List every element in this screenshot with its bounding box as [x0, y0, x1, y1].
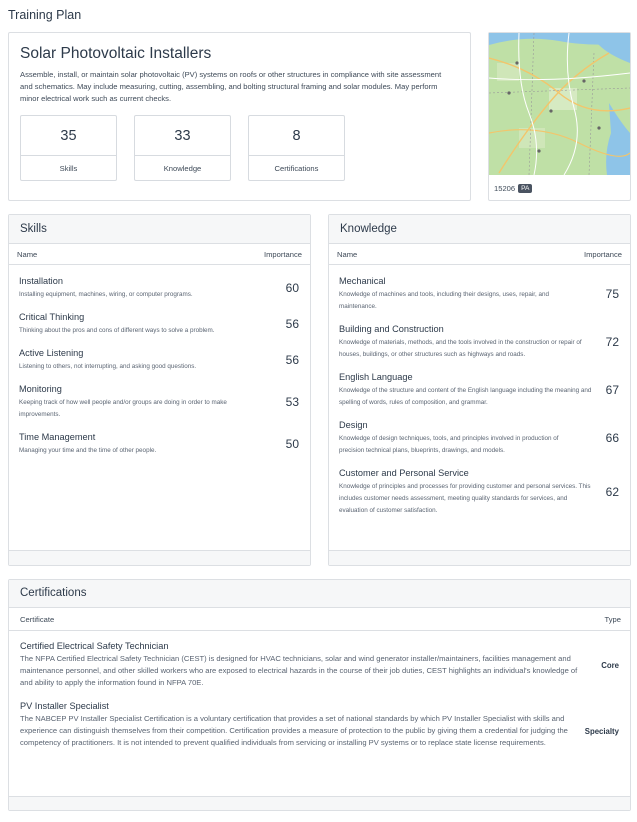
knowledge-column-header	[329, 244, 630, 265]
knowledge-name: English Language	[339, 372, 413, 382]
column-name[interactable]: Name	[17, 250, 38, 259]
skill-importance: 60	[285, 281, 299, 295]
skill-description: Keeping track of how well people and/or groups are doing in order to make improvements.	[19, 399, 227, 418]
stat-certifications[interactable]	[248, 115, 345, 181]
stat-label: Certifications	[274, 164, 319, 173]
skill-description: Thinking about the pros and cons of different ways to solve a problem.	[19, 327, 215, 334]
skill-name: Active Listening	[19, 348, 84, 358]
column-name[interactable]: Name	[337, 250, 358, 259]
knowledge-name: Design	[339, 420, 368, 430]
knowledge-description: Knowledge of machines and tools, including their designs, uses, repair, and maintenance.	[339, 291, 550, 310]
knowledge-title: Knowledge	[340, 223, 397, 235]
certifications-title: Certifications	[20, 587, 87, 599]
skill-name: Monitoring	[19, 384, 62, 394]
skill-importance: 50	[285, 437, 299, 451]
certifications-list	[9, 631, 630, 798]
skill-description: Managing your time and the time of other people.	[19, 447, 157, 454]
skills-card	[8, 214, 311, 566]
knowledge-importance: 72	[605, 335, 619, 349]
knowledge-name: Mechanical	[339, 276, 386, 286]
stat-value: 33	[174, 128, 191, 144]
certification-description: The NFPA Certified Electrical Safety Technician (CEST) is designed for HVAC technicians, solar and wind generator installer/maintainers, facilities management and maintenance personnel, and other skilled workers who are exposed to electrical hazards in the course of their job duties, CEST highlights an individual's knowledge of and ability to apply the information found in NFPA 70E.	[20, 654, 578, 687]
column-type[interactable]: Type	[604, 615, 621, 624]
stat-skills[interactable]	[20, 115, 117, 181]
skills-column-header	[9, 244, 310, 265]
knowledge-description: Knowledge of principles and processes for providing customer and personal services. This includes customer needs assessment, meeting quality standards for services, and evaluation of customer satisfaction.	[339, 483, 591, 514]
knowledge-description: Knowledge of materials, methods, and the tools involved in the construction or repair of houses, buildings, or other structures such as highways and roads.	[339, 339, 582, 358]
stat-knowledge[interactable]	[134, 115, 231, 181]
knowledge-importance: 62	[605, 485, 619, 499]
zip-code: 15206	[494, 184, 516, 193]
skill-importance: 56	[285, 317, 299, 331]
occupation-card	[8, 32, 471, 201]
stat-value: 35	[60, 128, 77, 144]
certification-name: PV Installer Specialist	[20, 701, 109, 711]
knowledge-importance: 66	[605, 431, 619, 445]
skills-title: Skills	[20, 223, 47, 235]
knowledge-description: Knowledge of design techniques, tools, and principles involved in production of precision technical plans, blueprints, drawings, and models.	[339, 435, 559, 454]
knowledge-description: Knowledge of the structure and content of the English language including the meaning and spelling of words, rules of composition, and grammar.	[339, 387, 592, 406]
stat-label: Skills	[59, 164, 78, 173]
certifications-card	[8, 579, 631, 811]
skills-list	[9, 265, 310, 551]
skill-name: Critical Thinking	[19, 312, 85, 322]
knowledge-importance: 75	[605, 287, 619, 301]
skill-name: Installation	[19, 276, 63, 286]
knowledge-list	[329, 265, 630, 551]
skill-importance: 56	[285, 353, 299, 367]
stat-label: Knowledge	[163, 164, 202, 173]
knowledge-name: Customer and Personal Service	[339, 468, 469, 478]
skill-importance: 53	[285, 395, 299, 409]
knowledge-card	[328, 214, 631, 566]
location-map-card	[488, 32, 631, 201]
column-importance[interactable]: Importance	[264, 250, 302, 259]
certification-name: Certified Electrical Safety Technician	[20, 641, 169, 651]
stat-value: 8	[292, 128, 301, 144]
skill-name: Time Management	[19, 432, 96, 442]
state-badge: PA	[518, 184, 532, 193]
column-certificate[interactable]: Certificate	[20, 615, 55, 624]
certification-type: Specialty	[584, 727, 619, 736]
column-importance[interactable]: Importance	[584, 250, 622, 259]
skill-description: Installing equipment, machines, wiring, or computer programs.	[19, 291, 193, 298]
skill-description: Listening to others, not interrupting, and asking good questions.	[19, 363, 197, 370]
certification-description: The NABCEP PV Installer Specialist Certification is a voluntary certification that provides a set of national standards by which PV Installer Specialist with skills and experience can distinguish themselves from their competition. Certification provides a measure of protection to the public by giving them a credential for judging the competency of practitioners. It is not intended to prevent qualified individuals from servicing or installing PV systems or to replace state license requirements.	[20, 714, 568, 747]
knowledge-name: Building and Construction	[339, 324, 444, 334]
occupation-title: Solar Photovoltaic Installers	[20, 45, 212, 62]
certifications-column-header	[9, 608, 630, 631]
certification-type: Core	[601, 661, 619, 670]
occupation-description: Assemble, install, or maintain solar photovoltaic (PV) systems on roofs or other structures in compliance with site assessment and schematics. May include measuring, cutting, assembling, and bolting structural framing and solar modules. May perform minor electrical work such as current checks.	[20, 70, 442, 103]
region-map[interactable]	[489, 33, 630, 175]
location-zip	[494, 184, 532, 193]
page-title: Training Plan	[8, 8, 82, 22]
knowledge-importance: 67	[605, 383, 619, 397]
